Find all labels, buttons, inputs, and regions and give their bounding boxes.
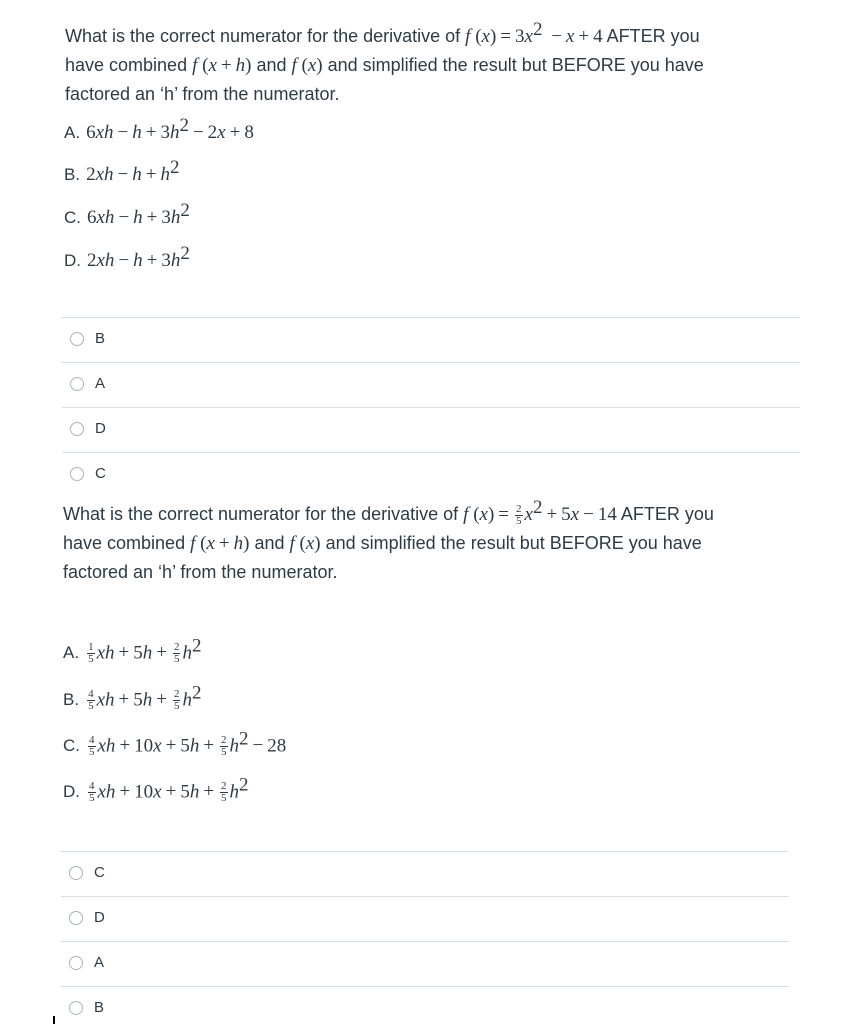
question-1-stem: What is the correct numerator for the derivative of f $(x) = 3x^2 - x + 4$ AFTER you have combined f (x + h) and f (x) and simplified the result but BEFORE you have factored an ‘h’ from the numerator. xyxy=(65,19,704,104)
radio-button[interactable] xyxy=(69,1001,83,1015)
q2-answer-option[interactable]: C xyxy=(61,852,789,897)
radio-button[interactable] xyxy=(69,911,83,925)
q2-answer-list xyxy=(61,851,789,1031)
text-cursor-mark xyxy=(53,1016,55,1024)
q2-choice-a: A. $\frac{1}{5}$ xh + 5h + $\frac{2}{5}$ $h^2$ xyxy=(63,635,202,665)
radio-button[interactable] xyxy=(70,377,84,391)
question-2-stem: What is the correct numerator for the derivative of f (x) = $\frac{2}{5}$ $x^2 + 5x - 14$ AFTER you have combined f (x + h) and f (x) and simplified the result but BEFORE you have factored an ‘h’ from the numerator. xyxy=(63,497,714,582)
q2-choice-d: D. $\frac{4}{5}$ xh + 10x + 5h + $\frac{2}{5}$ $h^2$ xyxy=(63,774,249,804)
radio-button[interactable] xyxy=(70,467,84,481)
q1-answer-option[interactable]: A xyxy=(62,363,800,408)
q1-answer-option[interactable]: D xyxy=(62,408,800,453)
q1-answer-list xyxy=(62,317,800,497)
radio-button[interactable] xyxy=(70,422,84,436)
q1-answer-option[interactable]: C xyxy=(62,453,800,497)
radio-button[interactable] xyxy=(70,332,84,346)
radio-button[interactable] xyxy=(69,866,83,880)
q2-answer-option[interactable]: A xyxy=(61,942,789,987)
q1-choice-d: D. $2xh - h + 3h^2$ xyxy=(64,243,190,271)
q2-answer-option[interactable]: B xyxy=(61,987,789,1031)
q1-choice-a: A. $6xh - h + 3h^2 - 2x + 8$ xyxy=(64,115,254,143)
q1-choice-c: C. $6xh - h + 3h^2$ xyxy=(64,200,190,228)
radio-button[interactable] xyxy=(69,956,83,970)
q2-answer-option[interactable]: D xyxy=(61,897,789,942)
q1-answer-option[interactable]: B xyxy=(62,318,800,363)
q1-choice-b: B. $2xh - h + h^2$ xyxy=(64,157,180,185)
q2-choice-c: C. $\frac{4}{5}$ xh + 10x + 5h + $\frac{2}{5}$ $h^2 - 28$ xyxy=(63,728,287,758)
q2-choice-b: B. $\frac{4}{5}$ xh + 5h + $\frac{2}{5}$ $h^2$ xyxy=(63,682,202,712)
